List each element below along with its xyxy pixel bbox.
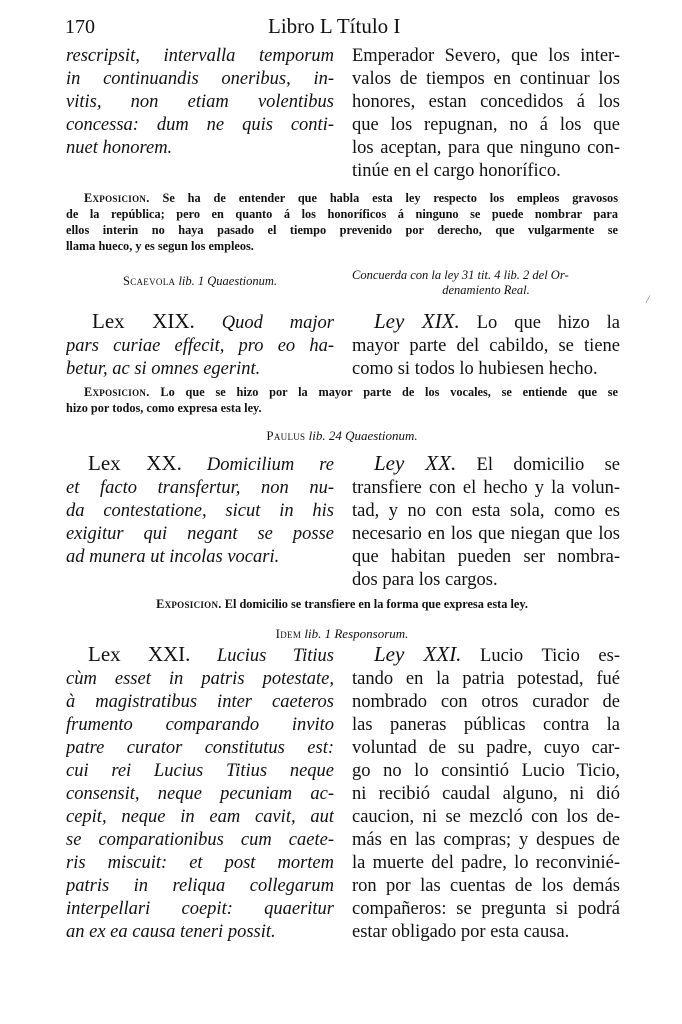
source-author: Scaevola — [122, 274, 176, 288]
law-heading: Ley XIX. — [374, 310, 460, 333]
latin-line: interpellari coepit: quaeritur — [66, 899, 334, 919]
ley-19-spanish — [352, 310, 620, 381]
source-author: Idem — [275, 626, 302, 641]
concordance-line: denamiento Real. — [442, 283, 530, 297]
spanish-line: tad, y no con esta sola, como es — [352, 501, 620, 521]
exposition-line: Exposicion. Se ha de entender que habla esta ley respecto los empleos gravosos — [84, 191, 618, 205]
latin-line: concessa: dum ne quis conti- — [66, 115, 334, 135]
spanish-line: la muerte del padre, lo reconvinié- — [352, 853, 620, 873]
law-heading: Ley XX. — [374, 452, 457, 475]
latin-first-line: Lex XX. Domicilium re — [88, 452, 334, 475]
source-ref: lib. 1 Quaestionum. — [178, 274, 278, 288]
latin-line: in continuandis oneribus, in- — [66, 69, 334, 89]
spanish-line: Emperador Severo, que los inter- — [352, 46, 620, 66]
spanish-line: honores, estan concedidos á los — [352, 92, 620, 112]
spanish-line: transfiere con el hecho y la volun- — [352, 478, 620, 498]
latin-line: nuet honorem. — [66, 138, 173, 158]
spanish-line: mayor parte del cabildo, se tiene — [352, 336, 620, 356]
latin-first-line: Lex XIX. Quod major — [92, 310, 334, 333]
latin-line: vitis, non etiam volentibus — [66, 92, 334, 112]
spanish-line: como si todos lo hubiesen hecho. — [352, 359, 598, 379]
lex-20-latin — [66, 452, 334, 569]
spanish-line: tando en la patria potestad, fué — [352, 669, 620, 689]
spanish-column-block1 — [352, 45, 620, 183]
exposition-label: Exposicion. — [84, 191, 150, 205]
latin-line: consensit, neque pecuniam ac- — [66, 784, 334, 804]
source-idem — [66, 626, 618, 642]
concordance-line: Concuerda con la ley 31 tit. 4 lib. 2 del Or- — [352, 268, 569, 282]
spanish-line: más en las compras; y despues de — [352, 830, 620, 850]
spanish-first-line: Ley XIX. Lo que hizo la — [374, 310, 620, 333]
concordance-note — [352, 268, 620, 298]
spanish-line: tinúe en el cargo honorífico. — [352, 161, 561, 181]
spanish-line: ni recibió caudal alguno, ni dió — [352, 784, 620, 804]
spanish-line: go no lo consintió Lucio Ticio, — [352, 761, 620, 781]
source-ref: lib. 24 Quaestionum. — [308, 428, 418, 443]
spanish-first-line: Ley XX. El domicilio se — [374, 452, 620, 475]
exposition-label: Exposicion. — [84, 385, 150, 399]
spanish-line: las paneras públicas contra la — [352, 715, 620, 735]
latin-line: exigitur qui negant se posse — [66, 524, 334, 544]
source-scaevola — [66, 274, 334, 289]
exposition-text: El domicilio se transfiere en la forma que expresa esta ley. — [224, 597, 528, 611]
exposition-1 — [66, 190, 618, 254]
latin-line: cui rei Lucius Titius neque — [66, 761, 334, 781]
latin-line: betur, ac si omnes egerint. — [66, 359, 261, 379]
latin-line: da contestatione, sicut in his — [66, 501, 334, 521]
latin-column-block1 — [66, 45, 334, 160]
latin-line: frumento comparando invito — [66, 715, 334, 735]
latin-line: se comparationibus cum caete- — [66, 830, 334, 850]
margin-mark: / — [646, 292, 650, 306]
spanish-line: dos para los cargos. — [352, 570, 498, 590]
spanish-line: estar obligado por esta causa. — [352, 922, 570, 942]
latin-line: patre curator constitutus est: — [66, 738, 334, 758]
latin-line: cepit, neque in eam cavit, aut — [66, 807, 334, 827]
law-heading: Lex XXI. — [88, 643, 191, 666]
latin-line: an ex ea causa teneri possit. — [66, 922, 276, 942]
exposition-line: ellos interin no haya pasado el tiempo prevenido por derecho, que vulgarmente se — [66, 223, 618, 237]
spanish-line: compañeros: se pregunta si podrá — [352, 899, 620, 919]
exposition-line: llama hueco, y es segun los empleos. — [66, 239, 254, 253]
spanish-line: voluntad de su padre, cuyo car- — [352, 738, 620, 758]
exposition-line: Exposicion. Lo que se hizo por la mayor parte de los vocales, se entiende que se — [84, 385, 618, 399]
latin-line: ad munera ut incolas vocari. — [66, 547, 280, 567]
lex-19-latin — [66, 310, 334, 381]
spanish-line: que habitan pueden ser nombra- — [352, 547, 620, 567]
page-number: 170 — [65, 16, 95, 38]
spanish-line: valos de tiempos en continuar los — [352, 69, 620, 89]
spanish-line: los aceptan, para que ninguno con- — [352, 138, 620, 158]
spanish-line: nombrado con otros curador de — [352, 692, 620, 712]
latin-line: rescripsit, intervalla temporum — [66, 46, 334, 66]
latin-line: à magistratibus inter caeteros — [66, 692, 334, 712]
latin-line: cùm esset in patris potestate, — [66, 669, 334, 689]
exposition-label: Exposicion. — [156, 597, 222, 611]
exposition-line: hizo por todos, como expresa esta ley. — [66, 401, 262, 415]
source-paulus — [66, 428, 618, 444]
law-heading: Lex XIX. — [92, 310, 195, 333]
ley-20-spanish — [352, 452, 620, 592]
latin-line: pars curiae effecit, pro eo ha- — [66, 336, 334, 356]
lex-21-latin — [66, 643, 334, 944]
running-title: Libro L Título I — [268, 14, 401, 38]
exposition-2 — [66, 384, 618, 416]
law-heading: Lex XX. — [88, 452, 182, 475]
spanish-line: ron por las cuentas de los demás — [352, 876, 620, 896]
latin-line: et facto transfertur, non nu- — [66, 478, 334, 498]
spanish-line: necesario en los que niegan que los — [352, 524, 620, 544]
latin-line: ris miscuit: et post mortem — [66, 853, 334, 873]
latin-line: patris in reliqua collegarum — [66, 876, 334, 896]
source-ref: lib. 1 Responsorum. — [304, 626, 409, 641]
spanish-line: que los repugnan, no á los que — [352, 115, 620, 135]
source-author: Paulus — [266, 428, 306, 443]
spanish-first-line: Ley XXI. Lucio Ticio es- — [374, 643, 620, 666]
latin-first-line: Lex XXI. Lucius Titius — [88, 643, 334, 666]
ley-21-spanish — [352, 643, 620, 944]
exposition-3 — [66, 596, 618, 612]
law-heading: Ley XXI. — [374, 643, 462, 666]
spanish-line: caucion, ni se mezcló con los de- — [352, 807, 620, 827]
exposition-line: de la república; pero en quanto á los honoríficos á ninguno se puede nombrar para — [66, 207, 618, 221]
